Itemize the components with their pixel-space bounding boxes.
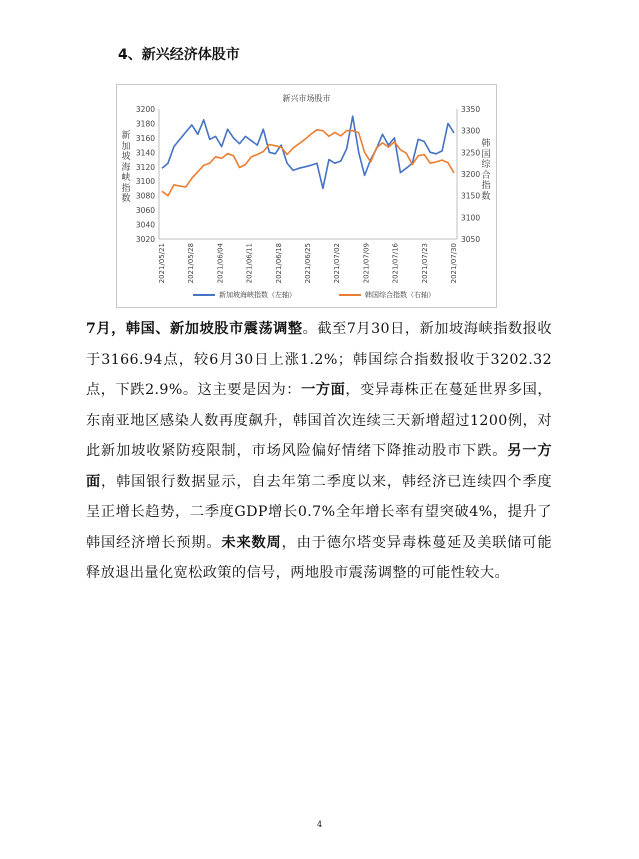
line-chart (116, 84, 497, 308)
x-tick-label: 2021/07/09 (362, 243, 371, 284)
paragraph-text-4: ，由于德尔塔变异毒株蔓延及美联储可能释放退出量化宽松政策的信号，两地股市震荡调整的可能性较大。 (86, 534, 552, 581)
left-tick-label: 3040 (135, 220, 155, 230)
left-tick-label: 3160 (135, 133, 155, 143)
x-tick-label: 2021/05/21 (158, 243, 166, 284)
paragraph-bold-1: 一方面 (301, 382, 346, 398)
x-tick-label: 2021/05/28 (187, 243, 196, 284)
left-tick-label: 3060 (135, 206, 155, 216)
x-tick-label: 2021/06/25 (304, 243, 312, 284)
paragraph-lead: 7月，韩国、新加坡股市震荡调整 (86, 321, 303, 337)
x-tick-label: 2021/06/11 (245, 243, 254, 284)
chart-svg (117, 85, 496, 307)
left-tick-label: 3100 (135, 177, 155, 187)
series-line-korea (162, 130, 454, 196)
page-number: 4 (316, 820, 323, 829)
legend-item-korea (339, 290, 435, 300)
x-tick-label: 2021/07/16 (391, 243, 400, 284)
x-tick-label: 2021/07/02 (333, 243, 342, 284)
left-tick-label: 3080 (135, 191, 155, 201)
paragraph-text-3: ，韩国银行数据显示，自去年第二季度以来，韩经济已连续四个季度呈正增长趋势，二季度GDP增长0.7%全年增长率有望突破4%，提升了韩国经济增长预期。 (86, 473, 552, 551)
right-tick-label: 3300 (461, 126, 481, 136)
right-tick-label: 3100 (461, 213, 481, 223)
legend-label-korea: 韩国综合指数（右轴） (365, 291, 435, 299)
paragraph-bold-3: 未来数周 (221, 534, 282, 551)
left-axis-label: 新加坡海峡指数 (121, 131, 131, 204)
legend-swatch-singapore (193, 294, 215, 296)
right-tick-label: 3250 (461, 148, 481, 158)
legend-label-singapore: 新加坡海峡指数（左轴） (219, 291, 296, 299)
right-tick-label: 3200 (461, 170, 481, 179)
series-line-singapore (162, 116, 454, 188)
paragraph-text-1: 。截至7月30日，新加坡海峡指数报收于3166.94点，较6月30日上涨1.2%；韩国综合指数报收于3202.32点，下跌2.9%。这主要是因为： (86, 321, 553, 398)
paragraph-text-2: ，变异毒株正在蔓延世界多国，东南亚地区感染人数再度飙升，韩国首次连续三天新增超过1200例，对此新加坡收紧防疫限制，市场风险偏好情绪下降推动股市下跌。 (86, 382, 552, 459)
x-tick-label: 2021/07/30 (450, 243, 458, 284)
chart-title: 新兴市场股市 (282, 94, 331, 103)
left-tick-label: 3200 (135, 105, 155, 114)
legend-item-singapore (193, 290, 296, 300)
right-tick-label: 3050 (461, 235, 481, 244)
left-tick-label: 3020 (135, 235, 155, 244)
body-paragraph (86, 314, 552, 589)
right-tick-label: 3350 (461, 105, 481, 114)
left-tick-label: 3140 (135, 148, 155, 158)
right-tick-label: 3150 (461, 191, 481, 201)
left-tick-label: 3180 (135, 119, 155, 129)
legend-swatch-korea (339, 294, 361, 296)
right-axis-label: 韩国综合指数 (481, 139, 491, 202)
left-tick-label: 3120 (135, 162, 155, 172)
x-tick-label: 2021/06/04 (216, 243, 225, 284)
paragraph-bold-2: 另一方面 (86, 443, 553, 490)
x-tick-label: 2021/07/23 (420, 243, 429, 284)
section-heading: 4、新兴经济体股市 (118, 47, 240, 63)
x-tick-label: 2021/06/18 (274, 243, 283, 284)
